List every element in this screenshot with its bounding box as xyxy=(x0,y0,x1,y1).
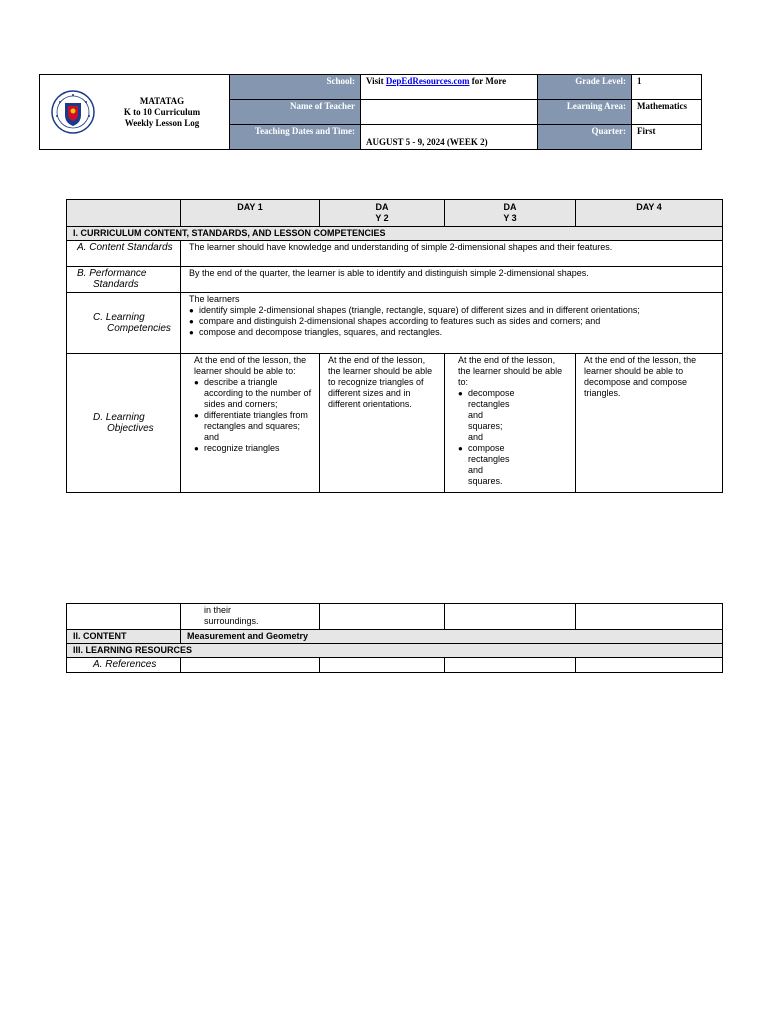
objective-item: ● recognize triangles xyxy=(204,443,313,454)
references-day-2[interactable] xyxy=(320,658,445,673)
quarter-value: First xyxy=(632,125,702,150)
learning-resources-heading: III. LEARNING RESOURCES xyxy=(67,644,723,658)
performance-standards-label: B. Performance Standards xyxy=(67,267,181,293)
title-line-1: MATATAG xyxy=(139,95,185,106)
day-3-objectives xyxy=(445,354,576,493)
day-3-header: DA Y 3 xyxy=(445,200,576,227)
teacher-value[interactable] xyxy=(361,100,538,125)
learning-area-label: Learning Area: xyxy=(538,100,632,125)
references-day-1[interactable] xyxy=(181,658,320,673)
content-section-label: II. CONTENT xyxy=(67,630,181,644)
lesson-log-title xyxy=(95,96,229,129)
corner-cell xyxy=(67,200,181,227)
school-prefix: Visit xyxy=(366,76,386,86)
title-line-2: K to 10 Curriculum xyxy=(123,106,201,117)
objective-item: ● differentiate triangles from rectangles and squares; and xyxy=(204,410,313,443)
grade-level-value: 1 xyxy=(632,75,702,100)
competency-item: ● compare and distinguish 2-dimensional shapes according to features such as sides and corners; and xyxy=(199,316,716,327)
header-logo-cell xyxy=(40,75,230,150)
learning-competencies-cell xyxy=(181,293,723,354)
competencies-list xyxy=(189,305,716,338)
learning-objectives-label: D. Learning Objectives xyxy=(67,354,181,493)
day-1-objectives-intro: At the end of the lesson, the learner should be able to: xyxy=(194,355,307,376)
competency-item: ● identify simple 2-dimensional shapes (triangle, rectangle, square) of different sizes and in different orientations; xyxy=(199,305,716,316)
day-1-objectives-list xyxy=(194,377,313,454)
day-3-objectives-intro: At the end of the lesson, the learner should be able to: xyxy=(458,355,563,387)
continued-text: in their surroundings. xyxy=(204,605,259,626)
day-4-header: DAY 4 xyxy=(576,200,723,227)
day-4-objectives: At the end of the lesson, the learner should be able to decompose and compose triangles. xyxy=(576,354,723,493)
day-2-objectives: At the end of the lesson, the learner should be able to recognize triangles of different sizes and in different orientations. xyxy=(320,354,445,493)
objective-item: ● describe a triangle according to the number of sides and corners; xyxy=(204,377,313,410)
references-day-4[interactable] xyxy=(576,658,723,673)
day-1-objectives-continued xyxy=(181,604,320,630)
objective-item: ● decompose rectangles and squares; and xyxy=(468,388,518,443)
lesson-plan-table xyxy=(66,199,723,493)
title-line-3: Weekly Lesson Log xyxy=(124,117,200,128)
objective-item: ● compose rectangles and squares. xyxy=(468,443,518,487)
references-label: A. References xyxy=(67,658,181,673)
day-2-header: DA Y 2 xyxy=(320,200,445,227)
lesson-log-header xyxy=(39,74,702,150)
references-day-3[interactable] xyxy=(445,658,576,673)
school-value xyxy=(361,75,538,100)
day-1-objectives xyxy=(181,354,320,493)
continued-label-cell xyxy=(67,604,181,630)
learning-competencies-label: C. Learning Competencies xyxy=(67,293,181,354)
teaching-dates-value: AUGUST 5 - 9, 2024 (WEEK 2) xyxy=(361,125,538,150)
school-suffix: for More xyxy=(469,76,507,86)
deped-seal-icon xyxy=(51,90,95,134)
day-4-continued-cell xyxy=(576,604,723,630)
content-standards-label: A. Content Standards xyxy=(67,241,181,267)
teacher-label: Name of Teacher xyxy=(230,100,361,125)
day-3-objectives-list xyxy=(458,388,518,487)
lesson-plan-table-continued xyxy=(66,603,723,673)
day-1-header: DAY 1 xyxy=(181,200,320,227)
competency-item: ● compose and decompose triangles, squares, and rectangles. xyxy=(199,327,716,338)
content-section-value: Measurement and Geometry xyxy=(181,630,723,644)
day-2-continued-cell xyxy=(320,604,445,630)
day-3-continued-cell xyxy=(445,604,576,630)
school-label: School: xyxy=(230,75,361,100)
quarter-label: Quarter: xyxy=(538,125,632,150)
competencies-intro: The learners xyxy=(189,294,240,304)
teaching-dates-label: Teaching Dates and Time: xyxy=(230,125,361,150)
grade-level-label: Grade Level: xyxy=(538,75,632,100)
depedresources-link[interactable]: DepEdResources.com xyxy=(385,76,470,86)
performance-standards-text: By the end of the quarter, the learner is able to identify and distinguish simple 2-dimensional shapes. xyxy=(181,267,723,293)
section-curriculum-heading: I. CURRICULUM CONTENT, STANDARDS, AND LESSON COMPETENCIES xyxy=(67,227,723,241)
learning-area-value: Mathematics xyxy=(632,100,702,125)
content-standards-text: The learner should have knowledge and understanding of simple 2-dimensional shapes and their features. xyxy=(181,241,723,267)
